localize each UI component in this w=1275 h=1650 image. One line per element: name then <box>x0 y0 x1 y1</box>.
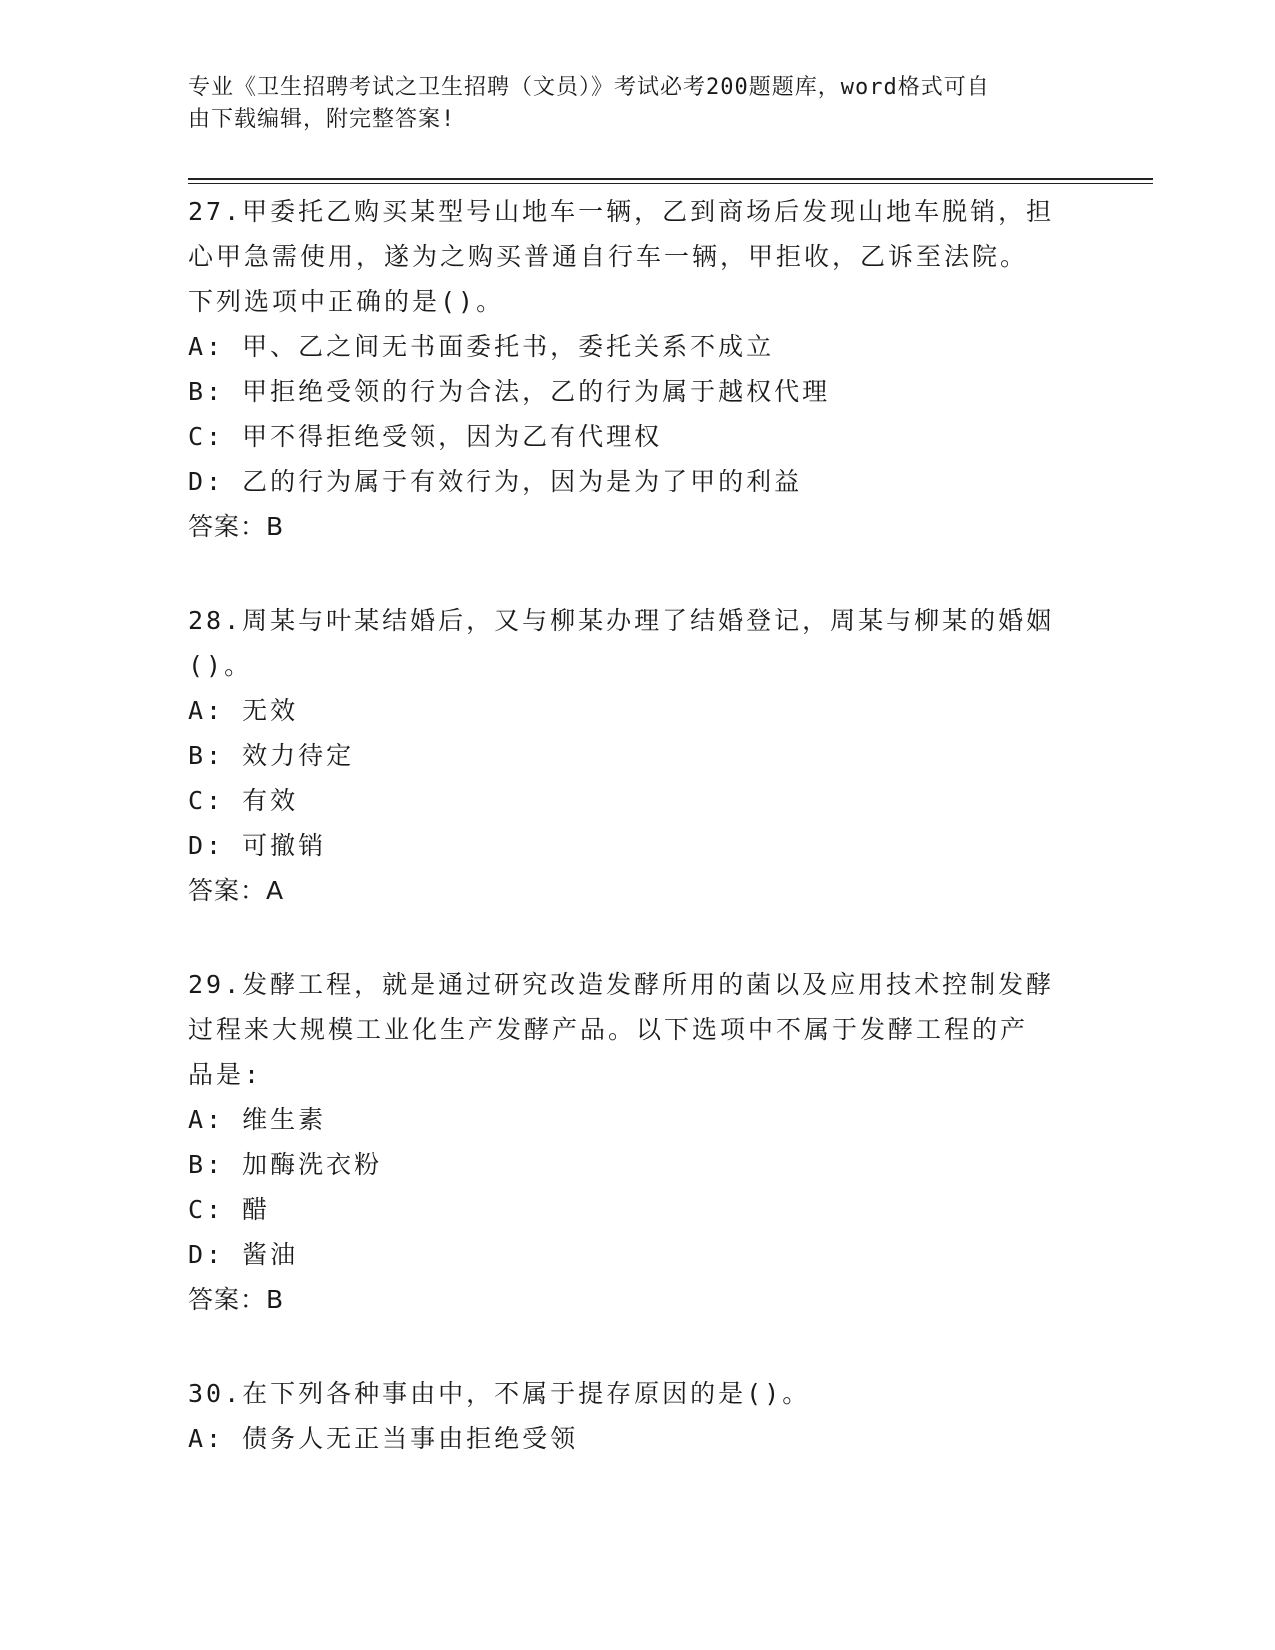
header-line-2: 由下载编辑，附完整答案! <box>188 107 456 132</box>
option-d: D: 酱油 <box>188 1240 299 1269</box>
question-text-line: 28.周某与叶某结婚后，又与柳某办理了结婚登记，周某与柳某的婚姻 <box>188 606 1055 635</box>
option-c: C: 醋 <box>188 1195 271 1224</box>
option-a: A: 无效 <box>188 696 299 725</box>
question-29 <box>188 962 1088 1322</box>
question-text-line: 30.在下列各种事由中，不属于提存原因的是()。 <box>188 1379 811 1408</box>
question-text-line: 27.甲委托乙购买某型号山地车一辆，乙到商场后发现山地车脱销，担 <box>188 197 1055 226</box>
question-27 <box>188 189 1088 549</box>
header-line-1: 专业《卫生招聘考试之卫生招聘（文员）》考试必考200题题库，word格式可自 <box>188 75 990 100</box>
option-d: D: 可撤销 <box>188 831 327 860</box>
question-30 <box>188 1371 1088 1461</box>
question-28 <box>188 598 1088 913</box>
option-b: B: 加酶洗衣粉 <box>188 1150 383 1179</box>
header-divider-thick <box>188 178 1153 180</box>
question-text-line: 下列选项中正确的是()。 <box>188 287 505 316</box>
document-header <box>188 72 1068 136</box>
question-text-line: 29.发酵工程，就是通过研究改造发酵所用的菌以及应用技术控制发酵 <box>188 970 1055 999</box>
option-a: A: 债务人无正当事由拒绝受领 <box>188 1424 579 1453</box>
option-b: B: 甲拒绝受领的行为合法，乙的行为属于越权代理 <box>188 377 831 406</box>
answer: 答案：B <box>188 512 285 541</box>
question-text-line: 心甲急需使用，遂为之购买普通自行车一辆，甲拒收，乙诉至法院。 <box>188 242 1029 271</box>
option-a: A: 维生素 <box>188 1105 327 1134</box>
answer: 答案：B <box>188 1285 285 1314</box>
question-text-line: 过程来大规模工业化生产发酵产品。以下选项中不属于发酵工程的产 <box>188 1015 1029 1044</box>
header-divider-thin <box>188 183 1153 184</box>
option-d: D: 乙的行为属于有效行为，因为是为了甲的利益 <box>188 467 803 496</box>
question-text-line: 品是: <box>188 1060 263 1089</box>
option-c: C: 甲不得拒绝受领，因为乙有代理权 <box>188 422 663 451</box>
question-text-line: ()。 <box>188 651 253 680</box>
option-a: A: 甲、乙之间无书面委托书，委托关系不成立 <box>188 332 775 361</box>
answer: 答案：A <box>188 876 285 905</box>
option-c: C: 有效 <box>188 786 299 815</box>
option-b: B: 效力待定 <box>188 741 355 770</box>
